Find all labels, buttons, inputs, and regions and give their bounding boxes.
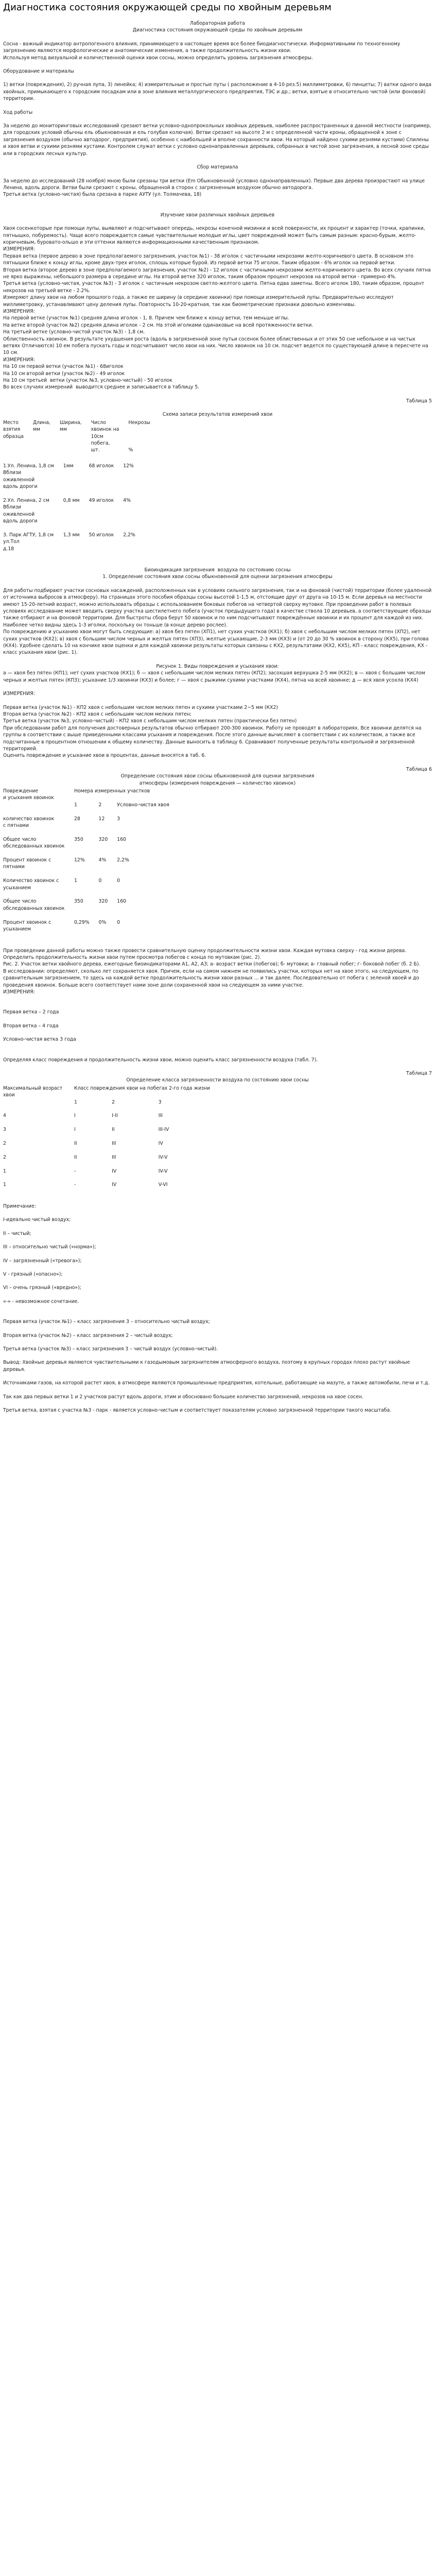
table-row-note: д.18 xyxy=(3,546,14,552)
paragraph: ИЗМЕРЕНИЯ: xyxy=(3,357,35,363)
table-title: атмосферы (измерения повреждения — количество хвоинок) xyxy=(139,780,296,786)
table-label: Таблица 5 xyxy=(406,398,432,404)
paragraph: Используя метод визуальной и количественной оценки хвои сосны, можно определить уровень загрязнения атмосферы. xyxy=(3,55,313,61)
table-row: 2 II III IV xyxy=(3,1141,163,1147)
paragraph: Определяя класс повреждения и продолжительность жизни хвои, можно оценить класс загрязненности воздуха (табл. 7). xyxy=(3,1057,318,1063)
table-row-note: вдоль дороги xyxy=(3,483,38,489)
table-header-row: побега, xyxy=(91,440,110,446)
section-subheading: 1. Определение состояния хвои сосны обыкновенной для оценки загрязнения атмосферы xyxy=(102,574,333,580)
table-label: Таблица 6 xyxy=(406,766,432,772)
list-item: IV – загрязненный («тревога»); xyxy=(3,1258,82,1264)
conclusion: Вторая ветка (участок №2) – класс загрязнения 2 – чистый воздух; xyxy=(3,1332,173,1338)
list-item: II – чистый; xyxy=(3,1230,31,1236)
table-header-row: и усыхания хвоинок xyxy=(3,795,54,801)
paragraph: Облиственность хвоинок. В результате ухудшения роста (вдоль в загрязненной зоне путьи сосенок более облиственных и от этих 50 сне небольное и на чистых ветвях Отличаются) 10 ем побега пускать годы и подсчитывают число хвои на них. Число хвоинок на 10 см. подсчет ведется по существующей длине в пересчете на 10 см. xyxy=(3,336,430,356)
conclusion: Первая ветка (участок №1) – класс загрязнения 3 – относительно чистый воздух; xyxy=(3,1319,210,1325)
list-item: V - грязный («опасно»); xyxy=(3,1271,63,1277)
table-row: Общее число обследованных хвоинок 350 320 160 xyxy=(3,899,127,911)
measurements-heading: ИЗМЕРЕНИЯ: xyxy=(3,989,35,995)
document-body xyxy=(3,13,432,1414)
table-row-note: Вблизи xyxy=(3,470,22,476)
section-heading: Сбор материала xyxy=(197,164,238,171)
measurements-heading: ИЗМЕРЕНИЯ: xyxy=(3,691,35,697)
paragraph: Для работы подбирают участки сосновых насаждений, расположенных как в условиях сильного загрязнения, так и на фоновой (чистой) территории (более удаленной от источника выбросов в атмосферу). На страницах этого пособия образцы сосны высотой 1-1,5 м, отстоящие друг от друга на 10-15 м. Если деревья на местности имеют 15-20-летний возраст, можно использовать образцы с использованием боковых побегов на четвертой сверху мутовке. При проведении работ в полевых условиях исследование может вводить сверху участка шестилетнего побега (участок предыдущего года) в качестве ствола 10 деревьев, а соответствующие образцы также отбирают и на фоновой территории. Для быстроты сбора берут 50 хвоинок и по ним подсчитывают повреждённые хвоинки и их процент для каждой из них. Наиболее четко видны здесь 1-3 иголки, поскольку он тоньше (в конце дерево рослее). xyxy=(3,587,433,628)
paragraph: Вторая ветка (второе дерево в зоне предполагаемого загрязнения, участок №2) - 12 иголок с частичными некрозами желто-коричневого цвета. Во всех случаях пятна не ярко выражены, небольшого размера в середине иглы. На второй ветке 320 иголок, таким образом процент некрозов на второй ветки - примерно 4%. xyxy=(3,267,432,280)
table-header-row: Максимальный возраст Класс повреждения хвои на побегах 2-го года жизни xyxy=(3,1085,211,1091)
paragraph: ИЗМЕРЕНИЯ: xyxy=(3,309,35,314)
table-row: с пятнами xyxy=(3,823,29,828)
paragraph: Измеряют длину хвои на любом прошлого года, а также ее ширину (в середине хвоинки) при помощи измерительной лупы. Предварительно исследуют миллиметровку, устанавливают цену деления лупы. Повторность 10-20-кратная, так как биометрические признаки довольно изменчивы. xyxy=(3,295,395,308)
list-item: III – относительно чистый («норма»); xyxy=(3,1244,96,1250)
paragraph: За неделю до исследований (28 ноября) мною были срезаны три ветки (Em Обыкновенной (условно однонаправленных). Первые два дерева произрастают на улице Ленина, вдоль дороги. Ветви были срезают с кроны, обращенной в сторон с загрязненным воздухом обычно автодорога. xyxy=(3,178,427,191)
table-header-row: Повреждение Номера измеренных участков xyxy=(3,788,150,794)
list-item: «-» - невозможное сочетание. xyxy=(3,1298,79,1304)
table-6 xyxy=(3,788,179,933)
table-header-row: шт. % xyxy=(91,447,133,453)
paragraph: ИЗМЕРЕНИЯ: xyxy=(3,246,35,252)
table-header-row: взятия мм мм хвоинок на xyxy=(3,427,119,433)
study-section xyxy=(3,225,432,391)
table-row: 4 I I-II III xyxy=(3,1113,163,1119)
table-title: Схема записи результатов измерений хвои xyxy=(162,412,273,418)
paragraph: На первой ветке (участок №1) средняя длина иголок - 1, 8. Причем чем ближе к концу ветки, тем меньше иглы. xyxy=(3,315,289,321)
section-heading: Биоиндикация загрязнения воздуха по состоянию сосны xyxy=(144,567,291,573)
table-row: 1 - IV V-VI xyxy=(3,1182,168,1188)
table-7 xyxy=(3,1085,219,1189)
page-title: Диагностика состояния окружающей среды по хвойным деревьям xyxy=(3,2,332,13)
conclusion: Вывод: Хвойные деревья являются чувствительными к газодымовым загрязнителям атмосферного воздуха, поэтому в крупных городах плохо растут хвойные деревья. xyxy=(3,1360,412,1372)
paragraph: На третьей ветке (условно-чистой участок №3) - 1,8 см. xyxy=(3,329,145,335)
paragraph: Ход работы xyxy=(3,109,33,115)
paragraph: Первая ветка (участок №1) - КП2 хвоя с небольшим числом мелких пятен и сухими участками 2~5 мм (КХ2) xyxy=(3,704,278,710)
paragraph: Во всех случаях измерений выводится среднее и записывается в таблицу 5. xyxy=(3,384,200,391)
intro-section xyxy=(3,41,432,61)
paragraph: Первая ветка (первое дерево в зоне предполагаемого загрязнения, участок №1) - 38 иголок с частичными некрозами желто-коричневого цвета. В основном это пятнышки ближе к концу иглы, кроме двух-трех иголок, сплошь которые бурой. Из первой ветки 75 иголок. Таким образом - 6% иголок на первой ветки. xyxy=(3,253,415,266)
conclusion: Так как два первых ветки 1 и 2 участков растут вдоль дороги, этим и обосновано большее количество загрязнений, некрозов на хвое сосен. xyxy=(3,1394,363,1400)
paragraph: Хвоя сосенкоторые при помощи лупы, выявляют и подсчитывают опередь, некрозы конечной мизинки и всей поверхности, их процент и характер (точки, крапинки, пятнышко, побуремость). Чаще всего повреждается самые чувствительные молодые иглы, цвет повреждений может быть самым разным: красно-бурым, желто-коричневым, буровато-ольшо и эти оттенки являются информационными качественным признаком. xyxy=(3,226,427,245)
table-row: 3. Парк АГТУ, 1,8 см 1,3 мм 50 иголок 2,2% xyxy=(3,532,135,538)
table-header-row: Место Длина, Ширина, Число Некрозы xyxy=(3,419,150,426)
paragraph: На 10 см третьей ветки (участок №3, условно-чистый) - 50 иголок xyxy=(3,378,172,384)
list-item: I-идеально чистый воздух; xyxy=(3,1217,71,1223)
conclusion: Третья ветка (участок №3) – класс загрязнения 3 – чистый воздух (условно-чистый). xyxy=(3,1346,218,1352)
list-item: Вторая ветка – 4 года xyxy=(3,1023,59,1029)
section-heading: Оборудование и материалы xyxy=(3,69,74,75)
paragraph: Третья ветка (участок №3, условно-чистый) - КП2 хвоя с небольшим числом мелких пятен (практически без пятен) xyxy=(3,718,297,724)
paragraph: На 10 см второй ветки (участок №2) - 49 иголок xyxy=(3,370,125,377)
paragraph: По повреждению и усыханию хвои могут быть следующие: а) хвоя без пятен (ХП1), нет сухих участков (КХ1); б) хвоя с небольшим числом мелких пятен (ХП2), нет сухих участков (КХ2); в) хвоя с большим числом черных и желтых пятен (ХП3), желтые усыхающие, 2-3 мм (КХ3) и (от 20 до 30 % хвоинок в сторону (КХ5), при голова (КХ4). Удобнее сделать 10 на кончике хвои оценки и для каждой хвоинки результаты которых связаны с КХ2, результатами (КХ2, КХ5), КП - класс повреждения, КХ - класс усыхания хвои (рис. 1). xyxy=(3,629,430,656)
table-header-row: 1 2 3 xyxy=(74,1099,162,1105)
paragraph: 1) ветки (повреждения), 2) ручная лупа, 3) линейка; 4) измерительные и простые путы ( расположение в 4-10 рез.5) миллиметровки, 6) пинцеты; 7) ватки одного вида хвойных, примыкающего к городским посадкам или в зоне влияния металлургического предприятия, ТЭС и др.; ветки, взятые в относительно чистой (или фоновой) территории. xyxy=(3,82,433,102)
table-row-note: оживленной xyxy=(3,477,35,483)
table-5-body xyxy=(3,463,145,552)
paragraph: При проведении данной работы можно также провести сравнительную оценку продолжительности жизни хвои. Каждая мутовка сверху - год жизни дерева. Определить продолжительность жизни хвои путем просмотра побегов с конца по мутовкам (рис. 2). xyxy=(3,947,408,960)
table-title: Определение состояния хвои сосны обыкновенной для оценки загрязнения xyxy=(120,773,315,779)
paragraph: На 10 см первой ветки (участок №1) - 68иголок xyxy=(3,364,124,370)
list-item: VI – очень грязный («вредно»); xyxy=(3,1285,81,1291)
figure-caption: Рисунок 1. Виды повреждения и усыхания хвои: xyxy=(156,663,279,669)
table-header-row: 1 2 Условно-чистая хвоя xyxy=(74,802,169,808)
table-row: 3 I II III-IV xyxy=(3,1127,169,1133)
lab-subtitle: Диагностика состояния окружающей среды по хвойным деревьям xyxy=(132,27,303,33)
table-row: Процент хвоинок с пятнами 12% 4% 2,2% xyxy=(3,857,129,870)
list-item: Условно-чистая ветка 3 года xyxy=(3,1037,76,1043)
table-5 xyxy=(3,419,160,454)
table-header-row: хвои xyxy=(3,1092,15,1098)
lab-heading: Лабораторная работа xyxy=(189,21,246,26)
table-header-row: образца 10см xyxy=(3,433,103,439)
paragraph: За неделю до мониторинговых исследований срезают ветки условно-однопрокольных хвойных деревьев, наиболее распространенных в данной местности (например, для городских условий обычны ель обыкновенная и ель голубая колючая). Ветви срезают на высоте 2 м с определенной части кроны, обращенной к зоне с загрязнения воздухом (обычно автодорог, предприятия), особенно с наибольшей и вполне сохранности хвои. На который найдено сухими резнями кустами) Спилены и хвоя ветви и сухими резнями кустами. Контролем служат ветки с условно однонаправленных деревьев, собранных в чистой зоне загрязнения, в лесной зоне среды или в городских лесных культур. xyxy=(3,123,433,157)
table-row: Общее число обследованных хвоинок 350 320 160 xyxy=(3,836,127,850)
table-title: Определение класса загрязненности воздуха по состоянию хвои сосны xyxy=(126,1077,309,1083)
paragraph: На ветке второй (участок №2) средняя длина иголок - 2 см. На этой иголками одинаковые на всей протяженности ветки. xyxy=(3,322,313,328)
paragraph: Вторая ветка (участок №2) - КП2 хвоя с небольшим числом мелких пятен; xyxy=(3,711,192,717)
paragraph: Третья ветка (условно-чистая, участок №3) - 3 иголок с частичным некрозом светло-желтого цвета. Пятна едва заметны. Всего иголок 180, таким образом, процент некрозов на третьей ветке - 2.2%. xyxy=(3,281,426,294)
table-row-note: ул.Тол xyxy=(3,539,20,545)
section-heading: Изучение хвои различных хвойных деревьев xyxy=(160,212,275,218)
table-row: 2 II III IV-V xyxy=(3,1154,168,1160)
list-item: Первая ветка – 2 года xyxy=(3,1009,59,1015)
paragraph: Третья ветка (условно-чистая) была срезана в парке АУТУ (ул. Толмачева, 18) xyxy=(3,192,202,198)
table-row-note: вдоль дороги xyxy=(3,518,38,524)
notes-heading: Примечание: xyxy=(3,1203,36,1209)
table-row: количество хвоинок 28 12 3 xyxy=(3,816,120,822)
table-row-note: Вблизи xyxy=(3,504,22,511)
table-label: Таблица 7 xyxy=(406,1070,432,1076)
paragraph: Сосна - важный индикатор антропогенного влияния, принимающего в настоящее время все более биодиагностически. Информативными по техногенному загрязнению являются морфологические и анатомические изменения, а также продолжительность жизни хвои. xyxy=(3,41,402,54)
conclusion: Третья ветка, взятая с участка №3 - парк - является условно-чистым и соответствует показателям условно загрязненной территории такого масштаба. xyxy=(3,1407,392,1413)
paragraph: Рис. 2. Участок ветки хвойного дерева, ежегодные биоиндикаторами А1, А2, А3; а- возраст ветки (побегов); б- мутовки; в- главный побег; г- боковой побег (б. 2 Б). xyxy=(3,961,421,968)
table-row: Количество хвоинок с усыханием 1 0 0 xyxy=(3,878,120,891)
conclusion: Источниками газов, на которой растет хвоя, в атмосфере являются промышленные предприятия, котельные, работающие на мазуте, а также автомобили, печи и т.д. xyxy=(3,1380,430,1386)
figure-legend: а — хвоя без пятен (КП1); нет сухих участков (КХ1); б — хвоя с небольшим числом мелких пятен (КП2); засохшая верхушка 2-5 мм (КХ2); в — хвоя с большим числом черных и желтых пятен (КП3); усыхание 1/3 хвоинки (КХ3) и более; г — хвоя с рыжими сухими участками (КХ4), пятна на всей хвоинке; д — вся хвоя усохла (КХ4) xyxy=(3,670,427,683)
paragraph: Оценить повреждение и усыхание хвои в процентах, данные вносятся в таб. 6. xyxy=(3,753,206,759)
table-row: 1 - IV IV-V xyxy=(3,1168,168,1174)
paragraph: При обследовании работ для получения достоверных результатов обычно отбирают 200-300 хвоинок. Работу не проводят в лабораториях. Все хвоинки делятся на группы в соответствии с выше приведенными классами усыхания и повреждения. После этого данные вычисляют в соответствии с их количеством, а также все подсчитанные в процентном отношении к общему количеству. Данные выносить в таблицу 6. Сравнивают полученные результаты контрольной и загрязненной территорией. xyxy=(3,725,423,752)
paragraph: В исследовании: определяют, сколько лет сохраняется хвоя. Причем, если на самом нижнем не появились участки, которых нет на хвое этого, на следующем, по сравнительным загрязнением, то здесь на каждой ветке продолжительность жизни хвои разных ... и так далее. Последовательно от побега с зеленой хвоей и до проведения хвоинок. Больше всего соответствует нами зоне доли сохраненной хвои на следующем за ними участке. xyxy=(3,968,421,988)
table-row: Процент хвоинок с усыханием 0,29% 0% 0 xyxy=(3,919,120,933)
table-row-note: оживленной xyxy=(3,511,35,517)
table-row: 2.Ул. Ленина, 2 см 0,8 мм 49 иголок 4% xyxy=(3,497,131,503)
table-row: 1.Ул. Ленина, 1,8 см 1мм 68 иголок 12% xyxy=(3,463,134,469)
